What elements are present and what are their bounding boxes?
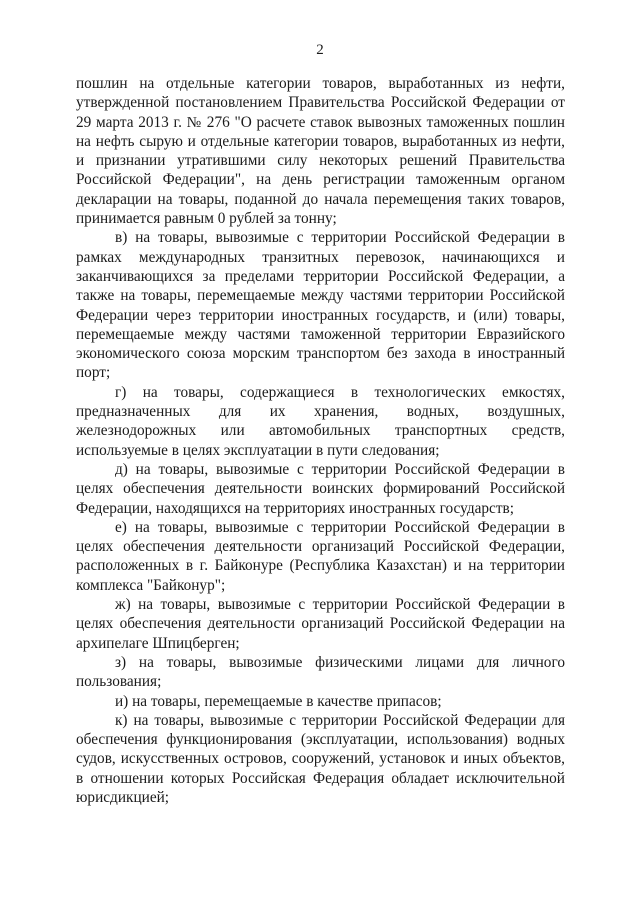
paragraph-item-zh: ж) на товары, вывозимые с территории Российской Федерации в целях обеспечения деятельности организаций Российской Федерации на архипелаге Шпицберген; xyxy=(76,596,565,652)
paragraph-item-e: е) на товары, вывозимые с территории Российской Федерации в целях обеспечения деятельности организаций Российской Федерации, расположенных в г. Байконуре (Республика Казахстан) и на территории комплекса "Байконур"; xyxy=(76,518,565,594)
document-body xyxy=(76,74,565,807)
paragraph-item-i: и) на товары, перемещаемые в качестве припасов; xyxy=(115,692,442,710)
page-number: 2 xyxy=(316,42,324,58)
paragraph-item-k: к) на товары, вывозимые с территории Российской Федерации для обеспечения функционирования (эксплуатации, использования) водных судов, искусственных островов, сооружений, установок и иных объектов, в отношении которых Российская Федерация обладает исключительной юрисдикцией; xyxy=(76,711,565,806)
paragraph-item-d: д) на товары, вывозимые с территории Российской Федерации в целях обеспечения деятельности воинских формирований Российской Федерации, находящихся на территориях иностранных государств; xyxy=(76,460,565,517)
paragraph-item-v: в) на товары, вывозимые с территории Российской Федерации в рамках международных транзитных перевозок, начинающихся и заканчивающихся за пределами территории Российской Федерации, а также на товары, перемещаемые между частями территории Российской Федерации через территории иностранных государств, и (или) товары, перемещаемые между частями таможенной территории Евразийского экономического союза морским транспортом без захода в иностранный порт; xyxy=(76,229,565,382)
paragraph-continuation: пошлин на отдельные категории товаров, выработанных из нефти, утвержденной постановлением Правительства Российской Федерации от 29 марта 2013 г. № 276 "О расчете ставок вывозных таможенных пошлин на нефть сырую и отдельные категории товаров, выработанных из нефти, и признании утратившими силу некоторых решений Правительства Российской Федерации", на день регистрации таможенным органом декларации на товары, поданной до начала перемещения таких товаров, принимается равным 0 рублей за тонну; xyxy=(76,75,565,228)
paragraph-item-g: г) на товары, содержащиеся в технологических емкостях, предназначенных для их хранения, водных, воздушных, железнодорожных или автомобильных транспортных средств, используемые в целях эксплуатации в пути следования; xyxy=(76,383,565,459)
paragraph-item-z: з) на товары, вывозимые физическими лицами для личного пользования; xyxy=(76,653,565,691)
